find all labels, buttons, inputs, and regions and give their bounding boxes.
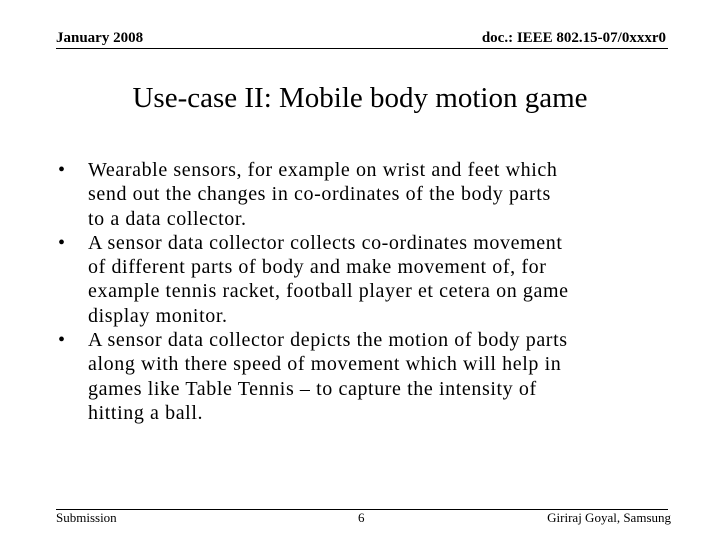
header-date: January 2008 — [56, 30, 144, 46]
slide-title: Use-case II: Mobile body motion game — [132, 82, 588, 114]
footer-author: Giriraj Goyal, Samsung — [547, 510, 671, 525]
header-rule — [56, 48, 668, 49]
bullet-dot: • — [58, 329, 66, 352]
bullet-dot: • — [58, 159, 66, 181]
bullet-line: hitting a ball. — [88, 401, 204, 424]
bullet-line: send out the changes in co-ordinates of the body parts — [88, 183, 551, 206]
bullet-line: example tennis racket, football player et cetera on game — [88, 280, 569, 303]
bullet-line: along with there speed of movement which will help in — [88, 353, 562, 376]
bullet-item — [58, 231, 698, 328]
header-doc-id: doc.: IEEE 802.15-07/0xxxr0 — [481, 30, 666, 46]
bullet-item — [58, 158, 698, 231]
bullet-line: to a data collector. — [88, 207, 247, 230]
bullet-line: A sensor data collector collects co-ordinates movement — [88, 231, 563, 254]
bullet-item — [58, 328, 698, 425]
bullet-dot: • — [58, 231, 66, 254]
footer-submission: Submission — [56, 510, 117, 525]
bullet-line: games like Table Tennis – to capture the intensity of — [88, 377, 537, 400]
bullet-line: display monitor. — [88, 304, 228, 327]
bullet-list — [58, 158, 698, 425]
bullet-line: of different parts of body and make movement of, for — [88, 256, 547, 279]
footer-page-number: 6 — [358, 510, 365, 525]
bullet-line: Wearable sensors, for example on wrist and feet which — [88, 159, 558, 181]
bullet-line: A sensor data collector depicts the motion of body parts — [88, 329, 568, 352]
